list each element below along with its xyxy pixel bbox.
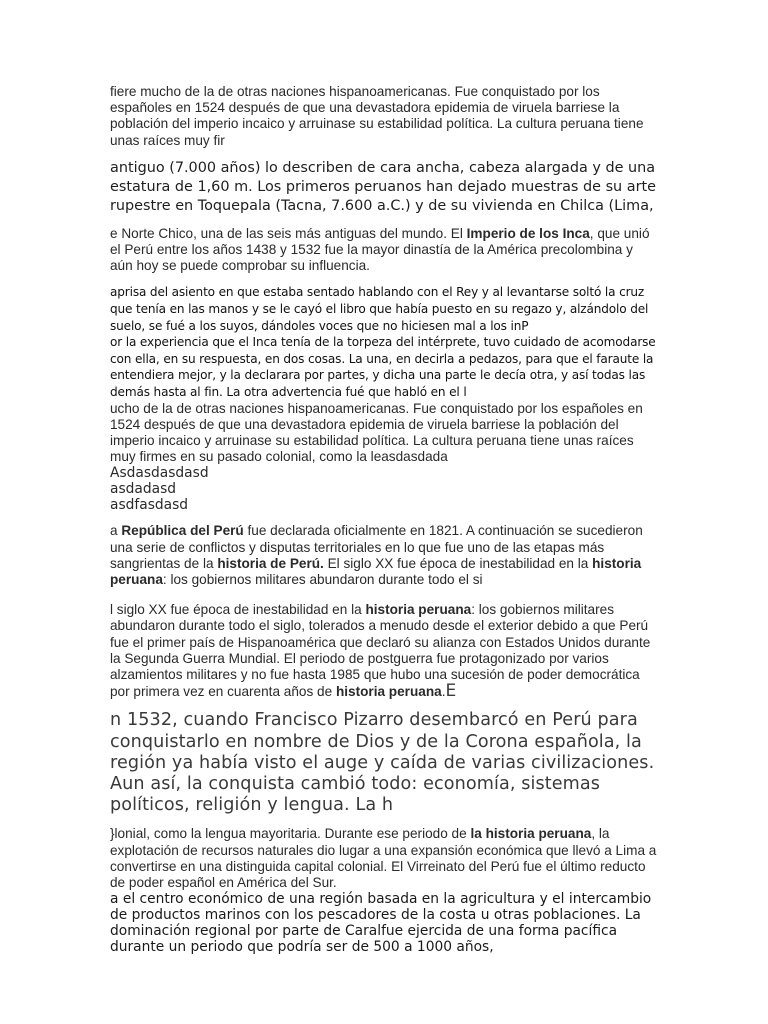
paragraph-6-bold-c: historia peruana xyxy=(110,555,642,587)
paragraph-3-bold: Imperio de los Inca xyxy=(466,225,590,241)
paragraph-9-bold: la historia peruana xyxy=(470,826,592,842)
paragraph-6-text-a: a xyxy=(110,523,122,539)
paragraph-4a xyxy=(110,284,658,334)
paragraph-9-text-a: }lonial, como la lengua mayoritaria. Durante ese periodo de xyxy=(110,826,471,842)
paragraph-3-text-a: e Norte Chico, una de las seis más antiguas del mundo. El xyxy=(110,225,467,241)
paragraph-5 xyxy=(110,401,658,466)
paragraph-7-text-c: . xyxy=(441,684,446,700)
paragraph-9 xyxy=(110,826,658,891)
paragraph-6-bold-b: historia de Perú. xyxy=(217,555,324,571)
paragraph-3 xyxy=(110,226,658,275)
paragraph-7-text-b: : los gobiernos militares abundaron durante todo el siglo, tolerados a menudo desde el exterior debido a que Perú fue el primer país de Hispanoamérica que declaró su alianza con Estados Unidos durante la Segunda Guerra Mundial. El periodo de postguerra fue protagonizado por varios alzamientos militares y no fue hasta 1985 que hubo una sucesión de poder democrática por primera vez en cuarenta años de xyxy=(110,602,651,700)
paragraph-7 xyxy=(110,602,658,700)
paragraph-1 xyxy=(110,84,658,149)
paragraph-7-bold-a: historia peruana xyxy=(365,602,472,618)
line-2 xyxy=(110,481,658,497)
paragraph-4b-text: or la experiencia que el Inca tenía de la torpeza del intérprete, tuvo cuidado de acomodarse con ella, en su respuesta, en dos cosas. La una, en decirla a pedazos, para que el faraute la entendiera mejor, y la declarara por partes, y dicha una parte le decía otra, y así todas las demás hasta al fin. La otra advertencia fué que habló en el l xyxy=(110,335,656,399)
line-1 xyxy=(110,465,658,481)
paragraph-6-text-d: : los gobiernos militares abundaron durante todo el si xyxy=(162,572,483,587)
paragraph-8 xyxy=(110,710,658,816)
line-3-text: asdfasdasd xyxy=(110,497,189,514)
line-2-text: asdadasd xyxy=(110,481,177,498)
paragraph-6 xyxy=(110,523,658,588)
paragraph-7-text-a: l siglo XX fue época de inestabilidad en la xyxy=(110,602,366,618)
paragraph-9-text-b: , la explotación de recursos naturales dio lugar a una expansión económica que llevó a Lima a convertirse en una distinguida capital colonial. El Virreinato del Perú fue el último reducto de poder español en América del Sur. xyxy=(110,826,657,891)
paragraph-4a-text: aprisa del asiento en que estaba sentado hablando con el Rey y al levantarse soltó la cruz que tenía en las manos y se le cayó el libro que había puesto en su regazo y, alzándolo del suelo, se fué a los suyos, dándoles voces que no hiciesen mal a los inP xyxy=(110,285,649,333)
document-page xyxy=(110,84,658,955)
line-1-text: Asdasdasdasd xyxy=(110,465,209,482)
paragraph-2 xyxy=(110,159,658,216)
paragraph-3-text-b: , que unió el Perú entre los años 1438 y 1532 fue la mayor dinastía de la América precolombina y aún hoy se puede comprobar su influencia. xyxy=(110,225,650,274)
paragraph-6-text-b: fue declarada oficialmente en 1821. A continuación se sucedieron una serie de conflictos y disputas territoriales en lo que fue uno de las etapas más sangrientas de la xyxy=(110,523,643,571)
paragraph-2-text: antiguo (7.000 años) lo describen de cara ancha, cabeza alargada y de una estatura de 1,60 m. Los primeros peruanos han dejado muestras de su arte rupestre en Toquepala (Tacna, 7.600 a.C.) y de su vivienda en Chilca (Lima, xyxy=(110,159,656,214)
paragraph-1-text: fiere mucho de la de otras naciones hispanoamericanas. Fue conquistado por los españoles en 1524 después de que una devastadora epidemia de viruela barriese la población del imperio incaico y arruinase su estabilidad política. La cultura peruana tiene unas raíces muy fir xyxy=(110,84,644,148)
paragraph-7-bold-b: historia peruana xyxy=(335,684,442,700)
paragraph-6-text-c: El siglo XX fue época de inestabilidad en la xyxy=(323,555,593,571)
paragraph-5-text: ucho de la de otras naciones hispanoamericanas. Fue conquistado por los españoles en 1524 después de que una devastadora epidemia de viruela barriese la población del imperio incaico y arruinase su estabilidad política. La cultura peruana tiene unas raíces muy firmes en su pasado colonial, como la leasdasdada xyxy=(110,400,643,465)
paragraph-10-text: a el centro económico de una región basada en la agricultura y el intercambio de productos marinos con los pescadores de la costa u otras poblaciones. La dominación regional por parte de Caralfue ejercida de una forma pacífica durante un periodo que podría ser de 500 a 1000 años, xyxy=(110,891,652,956)
paragraph-6-bold-a: República del Perú xyxy=(121,523,244,539)
paragraph-7-drop-letter: E xyxy=(445,681,457,702)
line-3 xyxy=(110,497,658,513)
paragraph-8-text: n 1532, cuando Francisco Pizarro desembarcó en Perú para conquistarlo en nombre de Dios y de la Corona española, la región ya había visto el auge y caída de varias civilizaciones. Aun así, la conquista cambió todo: economía, sistemas políticos, religión y lengua. La h xyxy=(110,710,655,816)
paragraph-4b xyxy=(110,334,658,400)
paragraph-10 xyxy=(110,891,658,955)
